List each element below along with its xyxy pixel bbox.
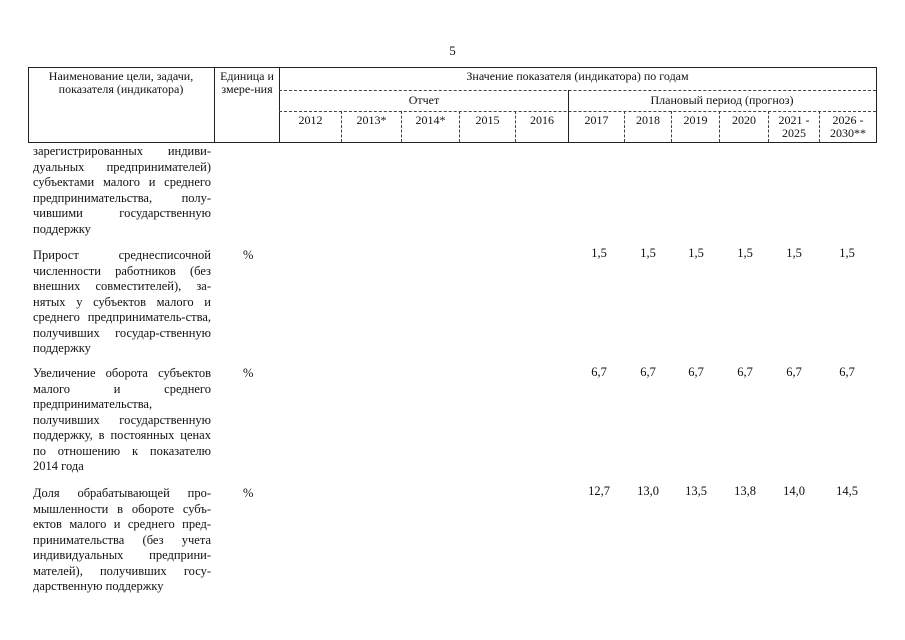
value-2019: 6,7 bbox=[688, 365, 704, 379]
value-2018: 6,7 bbox=[640, 365, 656, 379]
table-right-border bbox=[876, 67, 877, 143]
value-2020: 1,5 bbox=[737, 246, 753, 260]
indicator-unit: % bbox=[243, 248, 254, 262]
table-left-border bbox=[28, 67, 29, 143]
header-name-column: Наименование цели, задачи, показателя (индикатора) bbox=[48, 69, 194, 96]
year-2015: 2015 bbox=[475, 113, 500, 127]
value-2021-2025: 6,7 bbox=[786, 365, 802, 379]
year-2019: 2019 bbox=[683, 113, 708, 127]
indicator-name: Доля обрабатывающей про-мышленности в обороте субъ-ектов малого и среднего пред-принимательства (без учета индивидуальных предприни-мателей), получивших госу-дарственную поддержку bbox=[33, 486, 211, 593]
header-report-group: Отчет bbox=[408, 93, 440, 107]
indicator-name: зарегистрированных индиви-дуальных предпринимателей) субъектами малого и среднего предпринимательства, полу-чившими государственную поддержку bbox=[33, 144, 211, 236]
year-2012: 2012 bbox=[298, 113, 323, 127]
value-2020: 13,8 bbox=[734, 484, 756, 498]
year-2016: 2016 bbox=[530, 113, 554, 127]
year-2017: 2017 bbox=[584, 113, 609, 127]
value-2026-2030: 6,7 bbox=[839, 365, 855, 379]
value-2019: 1,5 bbox=[688, 246, 704, 260]
value-2018: 1,5 bbox=[640, 246, 656, 260]
value-2019: 13,5 bbox=[685, 484, 707, 498]
value-2026-2030: 14,5 bbox=[836, 484, 858, 498]
indicator-unit: % bbox=[243, 486, 254, 500]
year-2014: 2014* bbox=[415, 113, 446, 127]
header-unit-column: Единица измере-ния bbox=[220, 69, 274, 96]
years-row-divider bbox=[279, 111, 876, 112]
page-number: 5 bbox=[449, 43, 456, 58]
value-2018: 13,0 bbox=[637, 484, 659, 498]
year-2021-2025: 2021 - 2025 bbox=[778, 113, 810, 140]
name-col-divider bbox=[214, 67, 215, 143]
year-2013: 2013* bbox=[356, 113, 387, 127]
value-2021-2025: 14,0 bbox=[783, 484, 805, 498]
value-2017: 6,7 bbox=[591, 365, 607, 379]
table-header-bottom-border bbox=[28, 142, 876, 143]
header-values-column: Значение показателя (индикатора) по годам bbox=[466, 69, 689, 83]
header-plan-group: Плановый период (прогноз) bbox=[650, 93, 794, 107]
indicator-unit: % bbox=[243, 366, 254, 380]
year-2020: 2020 bbox=[732, 113, 756, 127]
value-2021-2025: 1,5 bbox=[786, 246, 802, 260]
value-2026-2030: 1,5 bbox=[839, 246, 855, 260]
value-2017: 12,7 bbox=[588, 484, 610, 498]
values-group-divider bbox=[279, 90, 876, 91]
value-2020: 6,7 bbox=[737, 365, 753, 379]
indicator-name: Увеличение оборота субъектов малого и среднего предпринимательства, получивших государственную поддержку, в постоянных ценах по отношению к показателю 2014 года bbox=[33, 366, 211, 473]
year-2018: 2018 bbox=[636, 113, 660, 127]
unit-col-divider bbox=[279, 67, 280, 143]
value-2017: 1,5 bbox=[591, 246, 607, 260]
table-top-border bbox=[28, 67, 876, 68]
indicator-name: Прирост среднесписочной численности работников (без внешних совместителей), за-нятых у субъектов малого и среднего предприниматель-ства, получивших государ-ственную поддержку bbox=[33, 248, 211, 355]
year-2026-2030: 2026 - 2030** bbox=[830, 113, 866, 140]
